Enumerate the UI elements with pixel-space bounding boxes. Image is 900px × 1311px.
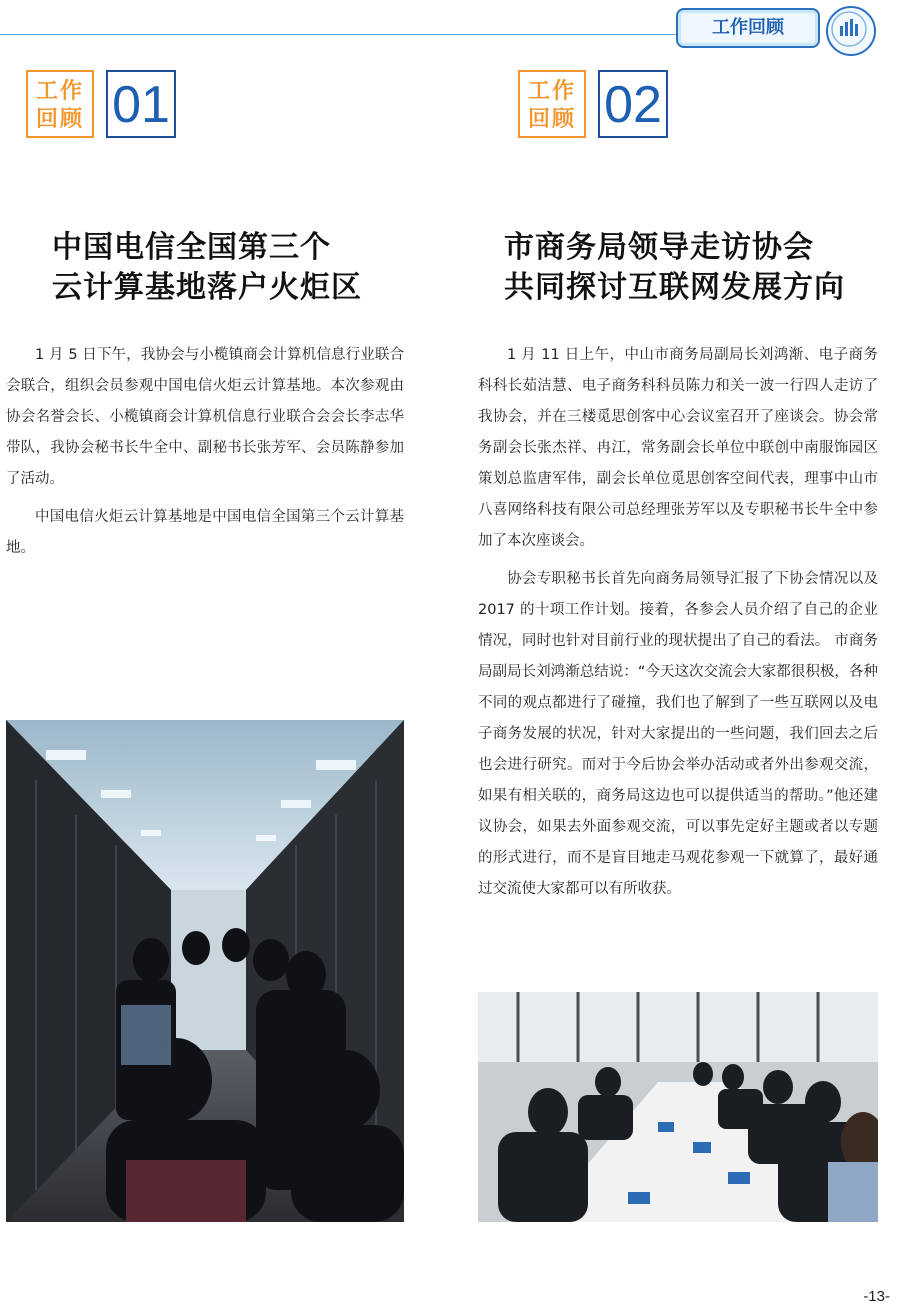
- paragraph: 1 月 5 日下午，我协会与小榄镇商会计算机信息行业联合会联合，组织会员参观中国电信火炬云计算基地。本次参观由协会名誉会长、小榄镇商会计算机信息行业联合会会长李志华带队，我协会秘书长牛全中、副秘书长张芳军、会员陈静参加了活动。: [6, 347, 404, 487]
- header-section-tag: 工作回顾: [676, 8, 820, 48]
- section-1-body: [6, 340, 404, 571]
- section-1-title: 中国电信全国第三个 云计算基地落户火炬区: [52, 230, 362, 305]
- section-2-body: [478, 340, 878, 912]
- meeting-photo: [478, 992, 878, 1222]
- paragraph: 协会专职秘书长首先向商务局领导汇报了下协会情况以及 2017 的十项工作计划。接着，各参会人员介绍了自己的企业情况，同时也针对目前行业的现状提出了自己的看法。 市商务局副局长刘鸿渐总结说：“今天这次交流会大家都很积极，各种不同的观点都进行了碰撞，我们也了解到了一些互联网以及电子商务发展的状况，针对大家提出的一些问题，我们回去之后也会进行研究。而对于今后协会举办活动或者外出参观交流，如果有相关联的，商务局这边也可以提供适当的帮助。”他还建议协会，如果去外面参观交流，可以事先定好主题或者以专题的形式进行，而不是盲目地走马观花参观一下就算了，最好通过交流使大家都可以有所收获。: [478, 571, 878, 897]
- section-1-badge-number: 01: [106, 70, 176, 138]
- paragraph: 中国电信火炬云计算基地是中国电信全国第三个云计算基地。: [6, 509, 404, 556]
- section-2-badge-label: 工作 回顾: [518, 70, 586, 138]
- section-2-badge-number: 02: [598, 70, 668, 138]
- header-rule: [0, 34, 680, 35]
- section-1-badge-label: 工作 回顾: [26, 70, 94, 138]
- data-center-photo: [6, 720, 404, 1222]
- paragraph: 1 月 11 日上午，中山市商务局副局长刘鸿渐、电子商务科科长茹洁慧、电子商务科科员陈力和关一波一行四人走访了我协会，并在三楼觅思创客中心会议室召开了座谈会。协会常务副会长张杰祥、冉江，常务副会长单位中联创中南服饰园区策划总监唐军伟，副会长单位觅思创客空间代表，理事中山市八喜网络科技有限公司总经理张芳军以及专职秘书长牛全中参加了本次座谈会。: [478, 347, 878, 549]
- page-number: -13-: [863, 1288, 890, 1305]
- association-logo-icon: [826, 6, 876, 56]
- section-2-title: 市商务局领导走访协会 共同探讨互联网发展方向: [504, 230, 845, 305]
